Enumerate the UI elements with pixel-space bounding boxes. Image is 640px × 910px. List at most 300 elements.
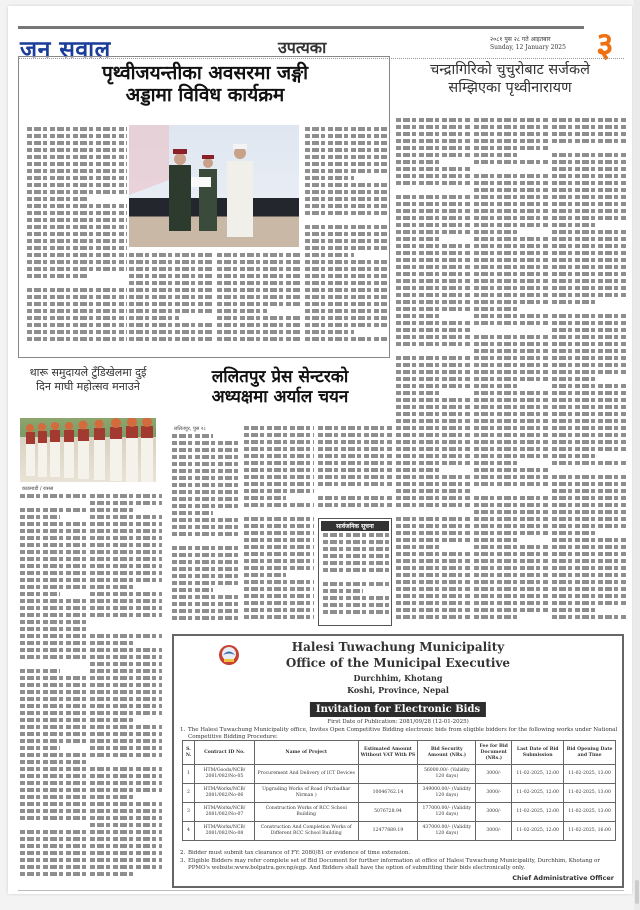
scrollbar-thumb[interactable]	[635, 880, 639, 904]
text-line	[552, 447, 626, 451]
dateline	[490, 36, 566, 52]
text-line	[552, 580, 626, 584]
text-line	[474, 279, 548, 283]
text-line	[90, 858, 162, 862]
text-line	[474, 412, 548, 416]
text-line	[474, 545, 548, 549]
text-line	[318, 482, 392, 486]
tharu-photo	[20, 418, 156, 482]
tharu-headline: थारू समुदायले टुँडिखेलमा दुई दिन माघी महोत्सव मनाउने	[29, 366, 147, 393]
right-headline: चन्द्रागिरिको चुचुरोबाट सर्जकले सम्झिएका पृथ्वीनारायण	[430, 62, 590, 97]
text-line	[90, 746, 162, 750]
lead-body-col-3	[217, 253, 301, 349]
text-line	[305, 225, 387, 229]
section-title: उपत्यका	[278, 38, 327, 57]
text-line	[396, 265, 470, 269]
ad-intro-number: 1.	[180, 727, 186, 733]
text-line	[20, 648, 86, 652]
text-line	[129, 267, 213, 271]
text-line	[90, 795, 133, 799]
public-notice	[318, 518, 392, 626]
text-line	[552, 342, 626, 346]
text-line	[552, 552, 626, 556]
text-line	[474, 587, 548, 591]
text-line	[27, 253, 127, 257]
text-line	[474, 475, 548, 479]
text-line	[90, 865, 162, 869]
text-line	[20, 536, 86, 540]
text-line	[396, 405, 470, 409]
text-line	[90, 564, 162, 568]
text-line	[552, 125, 626, 129]
right-body-col-2	[474, 118, 548, 623]
text-line	[90, 788, 162, 792]
text-line	[172, 581, 240, 585]
text-line	[474, 328, 548, 332]
text-line	[552, 153, 626, 157]
text-line	[552, 363, 626, 367]
text-line	[20, 809, 86, 813]
text-line	[396, 286, 470, 290]
text-line	[90, 550, 162, 554]
text-line	[244, 433, 314, 437]
text-line	[90, 683, 162, 687]
text-line	[474, 230, 518, 234]
text-line	[172, 588, 213, 592]
tharu-dateline: काठमाडौं / रासस	[22, 486, 54, 492]
text-line	[396, 475, 470, 479]
text-line	[396, 167, 470, 171]
text-line	[474, 146, 548, 150]
text-line	[474, 433, 548, 437]
page-bottom-rule	[18, 890, 624, 891]
text-line	[244, 587, 314, 591]
right-body-col-1	[396, 118, 470, 623]
text-line	[129, 337, 213, 341]
text-line	[318, 468, 392, 472]
text-line	[172, 497, 240, 501]
text-line	[27, 141, 127, 145]
text-line	[244, 482, 314, 486]
text-line	[552, 433, 626, 437]
text-line	[396, 496, 470, 500]
text-line	[90, 753, 162, 757]
text-line	[217, 288, 301, 292]
text-line	[474, 538, 518, 542]
text-line	[552, 307, 626, 311]
newspaper-page	[8, 6, 632, 894]
text-line	[20, 508, 86, 512]
text-line	[318, 489, 362, 493]
text-line	[20, 571, 86, 575]
text-line	[318, 461, 392, 465]
text-line	[217, 274, 301, 278]
table-row: 4 HTM/Works/NCB/ 2081/082/No-08 Construction And Completion Works of Different RCC School Building 12477889.19 437000.00/- (Validity 120 days) 3000/- 11-02-2025, 12:00 11-02-2025, 16:00	[183, 822, 616, 841]
text-line	[305, 232, 387, 236]
text-line	[90, 613, 162, 617]
text-line	[244, 517, 314, 521]
text-line	[474, 468, 548, 472]
text-line	[20, 851, 86, 855]
text-line	[172, 525, 240, 529]
text-line	[20, 795, 86, 799]
text-line	[552, 475, 626, 479]
text-line	[217, 260, 301, 264]
text-line	[90, 823, 162, 827]
text-line	[396, 272, 470, 276]
text-line	[305, 309, 387, 313]
text-line	[305, 197, 387, 201]
text-line	[20, 837, 86, 841]
text-line	[27, 169, 127, 173]
text-line	[474, 370, 548, 374]
dancers-image	[20, 418, 156, 482]
text-line	[318, 475, 392, 479]
text-line	[20, 641, 86, 645]
lead-body-col-1	[27, 127, 127, 347]
text-line	[90, 830, 162, 834]
text-line	[20, 494, 86, 498]
text-line	[305, 267, 387, 271]
text-line	[20, 802, 86, 806]
text-line	[305, 260, 387, 264]
text-line	[552, 321, 626, 325]
text-line	[20, 592, 60, 596]
text-line	[244, 503, 314, 507]
text-line	[552, 237, 626, 241]
text-line	[20, 774, 86, 778]
text-line	[172, 441, 240, 445]
text-line	[20, 522, 86, 526]
text-line	[396, 153, 470, 157]
text-line	[217, 316, 301, 320]
text-line	[20, 655, 86, 659]
text-line	[305, 274, 387, 278]
text-line	[396, 447, 470, 451]
bids-table	[182, 740, 616, 841]
text-line	[396, 594, 470, 598]
ad-signature: Chief Administrative Officer	[512, 874, 614, 882]
text-line	[396, 608, 470, 612]
text-line	[323, 603, 389, 607]
text-line	[172, 616, 240, 620]
text-line	[20, 627, 86, 631]
text-line	[474, 356, 548, 360]
text-line	[305, 246, 387, 250]
text-line	[474, 503, 548, 507]
text-line	[396, 335, 470, 339]
text-line	[474, 314, 548, 318]
text-line	[90, 697, 162, 701]
date-english: Sunday, 12 January 2025	[490, 44, 566, 51]
text-line	[396, 314, 440, 318]
text-line	[305, 148, 387, 152]
text-line	[27, 232, 127, 236]
text-line	[27, 127, 127, 131]
text-line	[552, 517, 626, 521]
text-line	[552, 615, 626, 619]
text-line	[396, 279, 470, 283]
tharu-body-col-2	[90, 494, 162, 626]
text-line	[396, 342, 470, 346]
text-line	[552, 419, 626, 423]
text-line	[552, 440, 626, 444]
text-line	[396, 552, 470, 556]
text-line	[90, 676, 162, 680]
text-line	[474, 363, 548, 367]
text-line	[396, 454, 470, 458]
text-line	[244, 573, 286, 577]
text-line	[244, 489, 314, 493]
text-line	[20, 564, 86, 568]
text-line	[90, 655, 162, 659]
text-line	[20, 718, 86, 722]
text-line	[396, 433, 470, 437]
ad-note-2: Bidder must submit tax clearance of FY: 2080/81 or evidence of time extension.	[188, 850, 411, 856]
text-line	[90, 802, 162, 806]
text-line	[396, 139, 470, 143]
text-line	[90, 585, 133, 589]
text-line	[90, 837, 162, 841]
text-line	[172, 462, 240, 466]
text-line	[396, 531, 470, 535]
text-line	[129, 253, 213, 257]
text-line	[552, 146, 596, 150]
bid-invitation-ad	[172, 634, 624, 888]
text-line	[27, 211, 127, 215]
text-line	[552, 608, 596, 612]
text-line	[552, 356, 626, 360]
text-line	[396, 426, 470, 430]
text-line	[474, 552, 548, 556]
text-line	[323, 610, 389, 614]
text-line	[217, 309, 267, 313]
text-line	[552, 510, 626, 514]
text-line	[396, 293, 470, 297]
text-line	[318, 454, 392, 458]
text-line	[552, 461, 626, 465]
text-line	[27, 309, 127, 313]
text-line	[396, 580, 470, 584]
text-line	[552, 188, 626, 192]
text-line	[474, 573, 548, 577]
lead-body-col-2	[129, 253, 213, 349]
text-line	[27, 302, 127, 306]
table-row: 1 HTM/Goods/NCB/ 2081/082/No-05 Procurement And Delivery of ICT Devices 56000.00/- (Validity 120 days) 3000/- 11-02-2025, 12:00 11-02-2025, 13:00	[183, 765, 616, 784]
text-line	[474, 209, 548, 213]
text-line	[90, 515, 162, 519]
text-line	[244, 552, 314, 556]
text-line	[474, 510, 548, 514]
text-line	[474, 496, 548, 500]
text-line	[396, 363, 470, 367]
text-line	[20, 725, 86, 729]
col-contract-id: Contract ID No.	[194, 741, 254, 765]
text-line	[396, 524, 470, 528]
text-line	[217, 323, 301, 327]
text-line	[20, 732, 86, 736]
text-line	[396, 132, 470, 136]
text-line	[396, 356, 470, 360]
text-line	[396, 412, 470, 416]
award-ceremony-image	[129, 125, 299, 247]
text-line	[552, 489, 626, 493]
text-line	[20, 816, 86, 820]
text-line	[474, 125, 548, 129]
text-line	[27, 267, 127, 271]
text-line	[90, 522, 162, 526]
text-line	[552, 545, 626, 549]
text-line	[474, 608, 548, 612]
text-line	[27, 239, 127, 243]
text-line	[552, 286, 626, 290]
text-line	[552, 426, 626, 430]
text-line	[474, 335, 548, 339]
ad-banner: Invitation for Electronic Bids	[310, 702, 486, 717]
text-line	[244, 594, 314, 598]
text-line	[20, 865, 86, 869]
text-line	[552, 139, 626, 143]
text-line	[172, 574, 240, 578]
text-line	[552, 496, 626, 500]
date-nepali: २०८१ पुस २८ गते आइतबार	[490, 36, 551, 43]
lalitpur-body-col-2	[244, 426, 314, 626]
text-line	[305, 141, 387, 145]
text-line	[305, 204, 387, 208]
text-line	[20, 690, 86, 694]
text-line	[20, 697, 86, 701]
text-line	[396, 419, 470, 423]
text-line	[20, 634, 86, 638]
text-line	[20, 823, 60, 827]
text-line	[27, 162, 127, 166]
text-line	[396, 321, 470, 325]
text-line	[20, 515, 60, 519]
text-line	[244, 447, 314, 451]
text-line	[217, 267, 301, 271]
text-line	[20, 711, 86, 715]
text-line	[305, 295, 387, 299]
text-line	[396, 384, 470, 388]
text-line	[396, 615, 470, 619]
text-line	[474, 174, 548, 178]
text-line	[90, 599, 162, 603]
ad-note-2-number: 2.	[180, 850, 186, 856]
ad-intro: The Halesi Tuwachung Municipality office, Invites Open Competitive Bidding electronic bids from eligible bidders for the following works under National Competitive Bidding Procedure:	[188, 727, 618, 740]
text-line	[552, 258, 626, 262]
text-line	[552, 279, 626, 283]
text-line	[474, 139, 548, 143]
text-line	[27, 134, 127, 138]
text-line	[129, 302, 213, 306]
text-line	[90, 578, 162, 582]
page-number: ३	[596, 25, 614, 65]
text-line	[474, 321, 548, 325]
text-line	[323, 561, 389, 565]
text-line	[172, 504, 240, 508]
text-line	[474, 181, 548, 185]
text-line	[474, 349, 548, 353]
text-line	[552, 538, 626, 542]
text-line	[396, 377, 470, 381]
text-line	[396, 146, 470, 150]
text-line	[217, 302, 301, 306]
text-line	[552, 328, 626, 332]
text-line	[27, 330, 127, 334]
masthead-rule	[18, 26, 584, 29]
text-line	[20, 788, 86, 792]
text-line	[20, 557, 86, 561]
text-line	[20, 739, 86, 743]
text-line	[474, 524, 548, 528]
text-line	[90, 718, 133, 722]
text-line	[129, 316, 179, 320]
text-line	[172, 609, 240, 613]
text-line	[172, 455, 240, 459]
text-line	[474, 566, 548, 570]
text-line	[318, 426, 392, 430]
text-line	[396, 601, 470, 605]
text-line	[396, 244, 470, 248]
text-line	[323, 547, 389, 551]
text-line	[552, 594, 626, 598]
scrollbar[interactable]	[634, 0, 640, 910]
tharu-body-col-1	[20, 494, 86, 884]
text-line	[552, 349, 626, 353]
text-line	[474, 482, 548, 486]
text-line	[474, 132, 548, 136]
text-line	[552, 391, 626, 395]
text-line	[552, 293, 626, 297]
text-line	[129, 323, 213, 327]
text-line	[305, 302, 387, 306]
ad-address-2: Koshi, Province, Nepal	[347, 685, 449, 695]
text-line	[474, 559, 548, 563]
text-line	[474, 188, 548, 192]
text-line	[305, 183, 387, 187]
text-line	[323, 582, 389, 586]
col-sn: S. N.	[183, 741, 195, 765]
tharu-body-col-2b	[90, 634, 162, 884]
text-line	[20, 669, 60, 673]
text-line	[474, 377, 548, 381]
text-line	[396, 188, 470, 192]
text-line	[20, 781, 86, 785]
text-line	[172, 490, 240, 494]
ad-office-name: Office of the Municipal Executive	[285, 656, 511, 670]
text-line	[552, 230, 626, 234]
text-line	[20, 872, 86, 876]
lead-photo	[129, 125, 299, 247]
text-line	[474, 167, 548, 171]
text-line	[474, 153, 518, 157]
text-line	[20, 529, 86, 533]
text-line	[474, 601, 548, 605]
text-line	[323, 596, 389, 600]
text-line	[474, 342, 548, 346]
text-line	[27, 204, 127, 208]
text-line	[305, 211, 387, 215]
text-line	[396, 349, 470, 353]
text-line	[552, 384, 626, 388]
text-line	[396, 587, 470, 591]
text-line	[244, 601, 314, 605]
text-line	[552, 174, 626, 178]
text-line	[323, 575, 389, 579]
text-line	[474, 615, 518, 619]
text-line	[396, 174, 470, 178]
text-line	[474, 251, 548, 255]
